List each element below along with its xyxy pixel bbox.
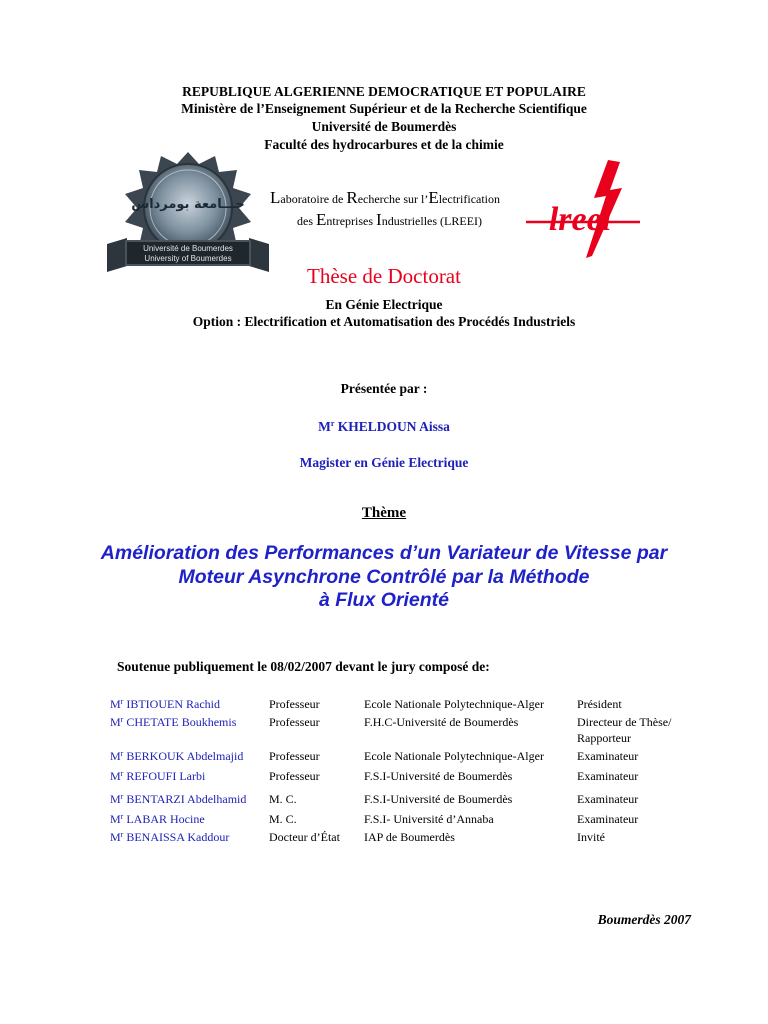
lreei-logo bbox=[522, 158, 642, 263]
theme-title-line-1: Amélioration des Performances d’un Variateur de Vitesse par bbox=[100, 542, 668, 564]
jury-member-institution: Ecole Nationale Polytechnique-Alger bbox=[364, 749, 544, 763]
jury-member-rank: Professeur bbox=[269, 697, 320, 711]
jury-member-role: Examinateur bbox=[577, 749, 639, 763]
svg-text:University of Boumerdes: University of Boumerdes bbox=[144, 254, 232, 263]
jury-member-role: Examinateur bbox=[577, 769, 639, 783]
jury-member-name: $M^r$ BERKOUK Abdelmajid bbox=[110, 749, 244, 763]
jury-member-name: $M^r$ CHETATE Boukhemis bbox=[110, 715, 237, 729]
jury-member-rank: Docteur d’État bbox=[269, 830, 340, 844]
jury-member-role: Invité bbox=[577, 830, 605, 844]
jury-row bbox=[0, 697, 768, 713]
defense-statement: Soutenue publiquement le 08/02/2007 devant le jury composé de: bbox=[117, 659, 490, 674]
jury-row bbox=[0, 715, 768, 731]
jury-member-institution: F.S.I- Université d’Annaba bbox=[364, 812, 494, 826]
jury-member-role: Directeur de Thèse/ bbox=[577, 715, 672, 729]
country-heading: REPUBLIQUE ALGERIENNE DEMOCRATIQUE ET POPULAIRE bbox=[182, 84, 586, 99]
jury-member-role: Examinateur bbox=[577, 792, 639, 806]
laboratory-line-1: Laboratoire de Recherche sur l’Electrification bbox=[270, 188, 501, 207]
jury-row bbox=[0, 792, 768, 808]
jury-member-rank: Professeur bbox=[269, 749, 320, 763]
theme-title-line-3: à Flux Orienté bbox=[318, 589, 450, 611]
jury-member-institution: F.S.I-Université de Boumerdès bbox=[364, 769, 513, 783]
university-heading: Université de Boumerdès bbox=[311, 119, 457, 134]
author-name: $M^r$ KHELDOUN Aissa bbox=[318, 419, 450, 434]
jury-row bbox=[0, 769, 768, 785]
presented-by-label: Présentée par : bbox=[340, 381, 428, 396]
jury-member-rank: Professeur bbox=[269, 769, 320, 783]
jury-member-name: $M^r$ LABAR Hocine bbox=[110, 812, 205, 826]
thesis-field: En Génie Electrique bbox=[325, 297, 443, 312]
ministry-heading: Ministère de l’Enseignement Supérieur et de la Recherche Scientifique bbox=[181, 101, 587, 116]
jury-member-name: $M^r$ BENAISSA Kaddour bbox=[110, 830, 230, 844]
jury-row bbox=[0, 749, 768, 765]
jury-member-role: Examinateur bbox=[577, 812, 639, 826]
jury-member-institution: F.H.C-Université de Boumerdès bbox=[364, 715, 519, 729]
svg-text:Université de Boumerdes: Université de Boumerdes bbox=[143, 244, 233, 253]
jury-member-institution: Ecole Nationale Polytechnique-Alger bbox=[364, 697, 544, 711]
jury-member-name: $M^r$ REFOUFI Larbi bbox=[110, 769, 206, 783]
jury-member-name: $M^r$ BENTARZI Abdelhamid bbox=[110, 792, 247, 806]
jury-member-rank: Professeur bbox=[269, 715, 320, 729]
jury-member-role-continued: Rapporteur bbox=[577, 731, 631, 745]
jury-member-name: $M^r$ IBTIOUEN Rachid bbox=[110, 697, 220, 711]
university-seal-logo bbox=[103, 150, 273, 278]
thesis-type-title: Thèse de Doctorat bbox=[307, 264, 461, 288]
jury-member-rank: M. C. bbox=[269, 792, 297, 806]
theme-title-line-2: Moteur Asynchrone Contrôlé par la Méthode bbox=[178, 566, 590, 588]
place-and-year: Boumerdès 2007 bbox=[597, 912, 691, 927]
svg-text:جـــامعة بومرداس: جـــامعة بومرداس bbox=[131, 197, 245, 212]
jury-row bbox=[0, 830, 768, 846]
jury-row bbox=[0, 812, 768, 828]
thesis-option: Option : Electrification et Automatisation des Procédés Industriels bbox=[192, 314, 576, 329]
jury-member-institution: IAP de Boumerdès bbox=[364, 830, 455, 844]
jury-member-institution: F.S.I-Université de Boumerdès bbox=[364, 792, 513, 806]
jury-member-role: Président bbox=[577, 697, 622, 711]
author-degree: Magister en Génie Electrique bbox=[299, 455, 469, 470]
theme-label: Thème bbox=[361, 505, 407, 521]
svg-text:lreei: lreei bbox=[548, 201, 612, 238]
faculty-heading: Faculté des hydrocarbures et de la chimie bbox=[264, 137, 504, 152]
laboratory-line-2: des Entreprises Industrielles (LREEI) bbox=[297, 210, 483, 229]
jury-member-rank: M. C. bbox=[269, 812, 297, 826]
